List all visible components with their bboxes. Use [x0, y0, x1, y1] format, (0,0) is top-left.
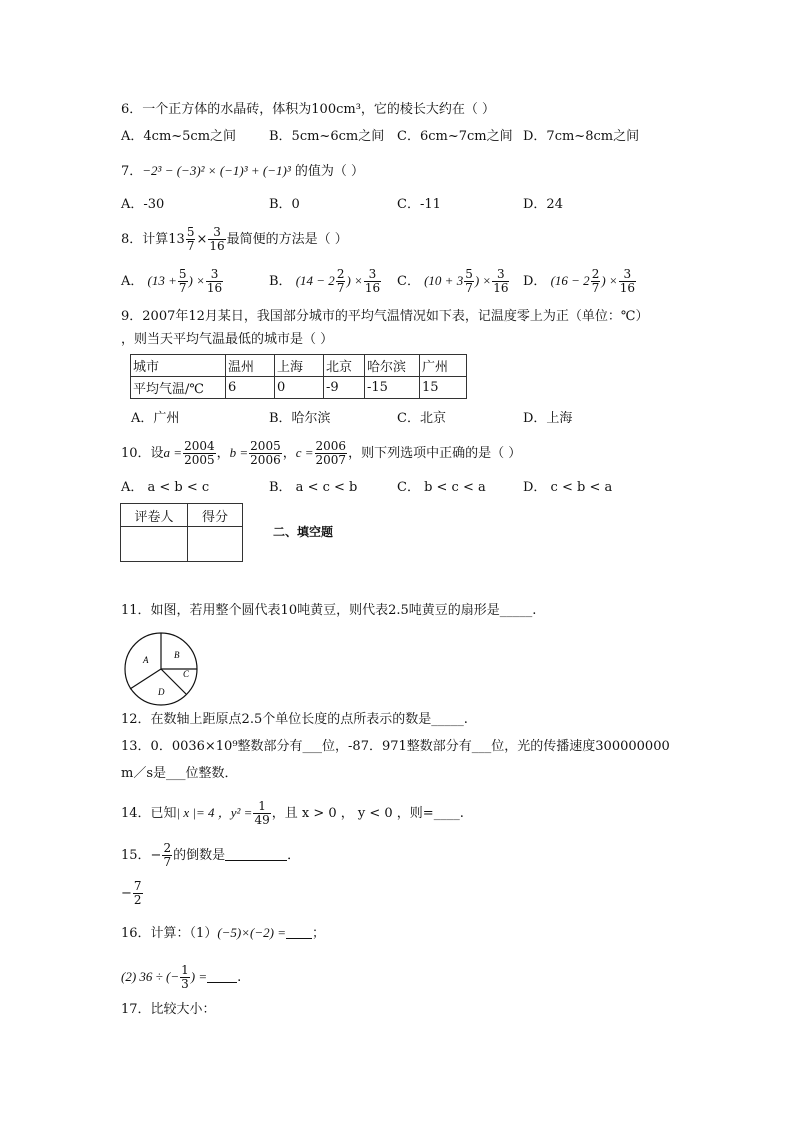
q10-sep1: ， — [216, 446, 230, 461]
q8-fb-denominator: 16 — [209, 239, 225, 253]
q8-tail: 最简便的方法是（ ） — [226, 232, 348, 247]
table-row — [131, 377, 467, 399]
q7-option-c: C．-11 — [397, 197, 441, 212]
q16-part1-label: 16．计算：（1） — [121, 926, 218, 941]
q10-b-num: 2005 — [250, 439, 281, 453]
q15-stem — [121, 842, 300, 869]
q15-num: 2 — [163, 841, 172, 855]
score-box — [120, 503, 243, 562]
q16-den: 3 — [181, 977, 189, 991]
q16-part2-frac — [180, 964, 190, 991]
q10-c-den: 2007 — [315, 453, 347, 467]
q15-tail: 的倒数是 — [173, 848, 226, 863]
table-row — [121, 527, 243, 562]
q8-option-b-frac2 — [364, 268, 381, 295]
table-row — [131, 355, 467, 377]
table-cell: 6 — [226, 377, 275, 399]
q10-a: a = — [163, 445, 183, 460]
q8-option-b-frac — [336, 268, 346, 295]
table-cell: 哈尔滨 — [365, 355, 420, 377]
q16-part2-end: . — [237, 970, 242, 985]
table-cell: 广州 — [420, 355, 467, 377]
q8-fa-numerator: 5 — [186, 225, 195, 239]
q8-option-a-frac2 — [206, 268, 223, 295]
q9-option-c: C．北京 — [397, 411, 446, 426]
q8-times: × — [196, 232, 208, 247]
score-box-reviewer: 评卷人 — [121, 504, 188, 527]
q8-option-a-close: ) × — [188, 273, 205, 288]
q15-answer-neg: − — [121, 886, 132, 901]
q15-answer-frac — [133, 880, 143, 907]
q15-frac — [162, 842, 172, 869]
q8-option-c-expr: (10 + 3 — [424, 273, 464, 288]
q11-stem: 11．如图，若用整个圆代表10吨黄豆，则代表2.5吨黄豆的扇形是_____. — [121, 603, 537, 618]
table-cell: 0 — [275, 377, 324, 399]
q10-option-d: D． c < b < a — [523, 480, 613, 495]
q10-c: c = — [295, 445, 314, 460]
q8-option-c-frac — [464, 268, 474, 295]
q15-answer-num: 7 — [133, 879, 142, 893]
q16-part2-expr: (2) 36 ÷ (− — [121, 969, 180, 984]
q10-a-den: 2005 — [184, 453, 215, 467]
q16-line2 — [121, 964, 241, 991]
q15-den: 7 — [163, 855, 172, 869]
q13-line1: 13．0．0036×10⁹整数部分有___位，-87．971整数部分有___位，光的传播速度300000000 — [121, 739, 670, 754]
q8-oc-den: 7 — [465, 281, 473, 295]
q12-stem: 12．在数轴上距原点2.5个单位长度的点所表示的数是_____. — [121, 712, 468, 727]
q8-option-a-expr: (13 + — [147, 273, 177, 288]
q8-fraction-b — [208, 226, 225, 253]
q6-option-d: D．7cm~8cm之间 — [523, 129, 640, 144]
q9-line1: 9．2007年12月某日，我国部分城市的平均气温情况如下表，记温度零上为正（单位：℃） — [121, 309, 649, 324]
q15-answer-den: 2 — [133, 893, 142, 907]
q8-option-c-close: ) × — [474, 273, 492, 288]
q9-table — [130, 354, 467, 399]
q16-part1-expr: (−5)×(−2) = — [217, 925, 286, 940]
q14-stem — [121, 800, 464, 827]
score-box-score: 得分 — [188, 504, 243, 527]
q10-tail: ，则下列选项中正确的是（ ） — [348, 446, 522, 461]
q6-option-a: A．4cm~5cm之间 — [121, 129, 237, 144]
q8-od-den: 7 — [591, 281, 600, 295]
q16-part2-blank[interactable] — [207, 968, 237, 983]
q15-blank[interactable] — [225, 846, 287, 861]
q9-option-b: B．哈尔滨 — [269, 411, 331, 426]
q7-stem — [121, 162, 364, 181]
q10-c-frac — [315, 440, 348, 467]
q8-oc-num2: 3 — [492, 268, 509, 282]
q8-ob-den2: 16 — [364, 281, 381, 295]
q8-option-b-close: ) × — [346, 273, 363, 288]
pie-divider — [130, 669, 161, 689]
q8-option-c-letter: C． — [397, 274, 420, 289]
pie-label-d: D — [158, 687, 165, 697]
q16-part1-blank[interactable] — [286, 924, 312, 939]
q8-ob-num2: 3 — [364, 268, 381, 282]
q7-number: 7． — [121, 164, 143, 179]
q8-oa-num2: 3 — [206, 268, 223, 282]
table-cell: 15 — [420, 377, 467, 399]
q14-tail: ，且 x > 0 ， y < 0 ，则=____. — [271, 806, 464, 821]
q16-part1-end: ； — [311, 926, 325, 941]
q14-number: 14．已知 — [121, 806, 177, 821]
q10-stem — [121, 440, 521, 467]
q16-part2-eq: ) = — [190, 969, 208, 984]
q7-option-a: A．-30 — [121, 197, 165, 212]
table-cell: 城市 — [131, 355, 226, 377]
q8-option-c — [397, 268, 510, 295]
q7-option-b: B．0 — [269, 197, 300, 212]
table-cell: 上海 — [275, 355, 324, 377]
pie-label-b: B — [174, 650, 180, 660]
table-cell: 北京 — [324, 355, 365, 377]
q8-oc-num: 5 — [465, 267, 473, 281]
q8-option-d-frac — [591, 268, 601, 295]
table-row — [121, 504, 243, 527]
q8-option-a-frac — [178, 268, 188, 295]
section-heading: 二、填空题 — [273, 525, 334, 539]
q8-oa-den: 7 — [178, 281, 187, 295]
q9-option-d: D．上海 — [523, 411, 573, 426]
score-box-score-cell[interactable] — [188, 527, 243, 562]
q8-option-b-letter: B． — [269, 274, 292, 289]
q16-num: 1 — [181, 963, 189, 977]
q10-c-num: 2006 — [315, 439, 347, 453]
q8-option-d-expr: (16 − 2 — [550, 273, 590, 288]
q14-y2: y² = — [230, 805, 253, 820]
q7-expression: −2³ − (−3)² × (−1)³ + (−1)³ — [142, 163, 291, 178]
q7-option-d: D．24 — [523, 197, 563, 212]
q10-a-num: 2004 — [184, 439, 215, 453]
table-cell: 温州 — [226, 355, 275, 377]
q13-line2: m／s是___位整数． — [121, 766, 238, 781]
q8-oa-num: 5 — [178, 267, 187, 281]
q8-ob-num: 2 — [336, 267, 345, 281]
q8-option-d-letter: D． — [523, 274, 547, 289]
q8-number: 8．计算 — [121, 232, 169, 247]
q10-option-c: C． b < c < a — [397, 480, 486, 495]
q8-whole: 13 — [168, 232, 185, 247]
q8-option-d-close: ) × — [601, 273, 618, 288]
q15-answer — [121, 880, 144, 907]
table-cell: -9 — [324, 377, 365, 399]
table-cell: 平均气温/℃ — [131, 377, 226, 399]
q8-fraction-a — [186, 226, 196, 253]
q10-option-a: A． a < b < c — [121, 480, 210, 495]
q8-option-b-expr: (14 − 2 — [295, 273, 335, 288]
q15-neg: − — [150, 848, 162, 863]
q8-stem — [121, 226, 348, 253]
q17-stem: 17．比较大小： — [121, 1002, 216, 1017]
q10-b: b = — [229, 445, 249, 460]
q8-fa-denominator: 7 — [186, 239, 195, 253]
q6-stem: 6．一个正方体的水晶砖，体积为100cm³，它的棱长大约在（ ） — [121, 102, 496, 117]
q11-pie-figure — [122, 632, 202, 706]
q8-od-num: 2 — [591, 267, 600, 281]
q10-option-b: B． a < c < b — [269, 480, 358, 495]
q10-number: 10．设 — [121, 446, 164, 461]
q9-line2: ，则当天平均气温最低的城市是（ ） — [121, 332, 334, 347]
q8-od-den2: 16 — [619, 281, 635, 295]
q6-option-c: C．6cm~7cm之间 — [397, 129, 513, 144]
q14-abs: | x |= 4 ， — [176, 805, 231, 820]
q8-ob-den: 7 — [336, 281, 345, 295]
q8-option-a-letter: A． — [121, 274, 144, 289]
q8-option-d-frac2 — [619, 268, 636, 295]
score-box-reviewer-cell[interactable] — [121, 527, 188, 562]
q9-option-a: A．广州 — [131, 411, 180, 426]
q8-option-d — [523, 268, 637, 295]
q14-frac — [253, 800, 270, 827]
q8-oa-den2: 16 — [206, 281, 223, 295]
q8-fb-numerator: 3 — [208, 226, 225, 240]
q7-tail: 的值为（ ） — [290, 164, 365, 179]
q8-option-c-frac2 — [492, 268, 509, 295]
q6-option-b: B．5cm~6cm之间 — [269, 129, 385, 144]
q8-option-b — [269, 268, 382, 295]
q16-line1 — [121, 924, 325, 943]
q8-oc-den2: 16 — [493, 281, 509, 295]
pie-label-a: A — [143, 655, 149, 665]
q10-b-frac — [249, 440, 282, 467]
q8-od-num2: 3 — [619, 268, 636, 282]
q15-number: 15． — [121, 848, 151, 863]
q14-den: 49 — [254, 813, 270, 827]
pie-label-c: C — [183, 669, 190, 679]
q10-a-frac — [183, 440, 216, 467]
q15-end: ． — [287, 848, 301, 863]
table-cell: -15 — [365, 377, 420, 399]
q8-option-a — [121, 268, 224, 295]
q14-num: 1 — [253, 800, 270, 814]
q10-sep2: ， — [282, 446, 296, 461]
q10-b-den: 2006 — [250, 453, 281, 467]
